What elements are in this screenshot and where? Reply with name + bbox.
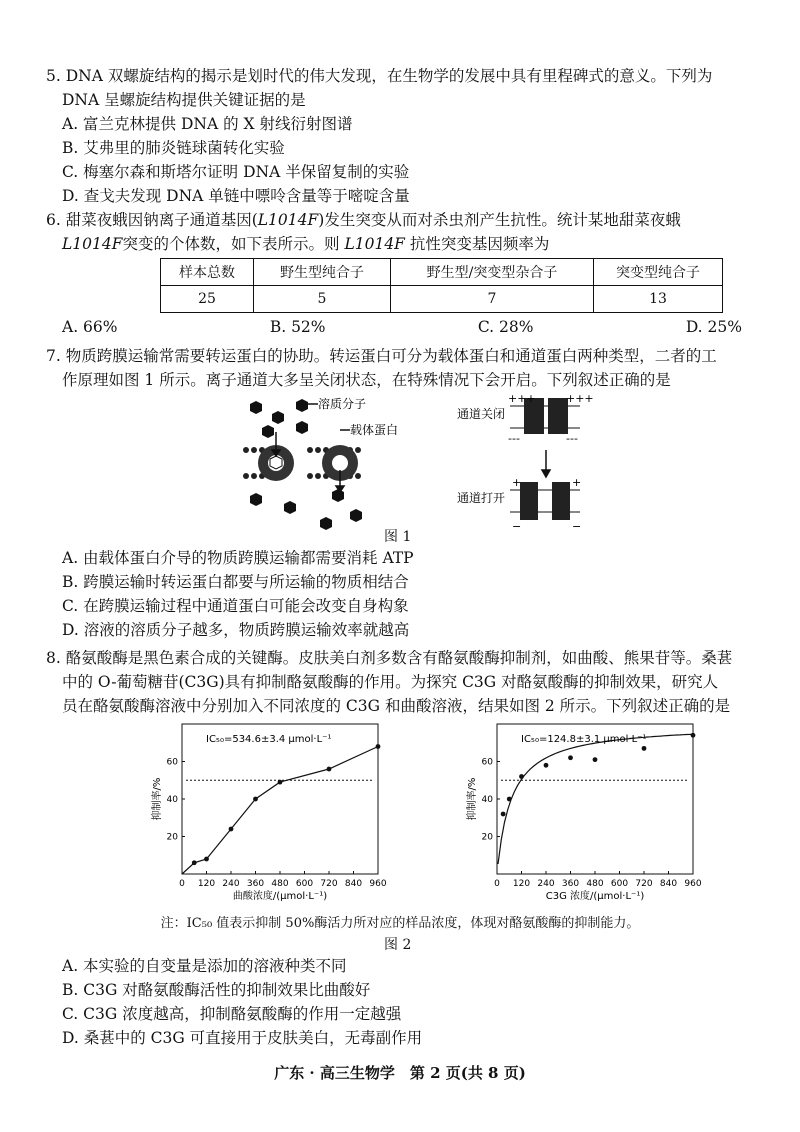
x-tick-label: 720: [320, 879, 338, 889]
q7-option-b: B. 跨膜运输时转运蛋白都要与所运输的物质相结合: [62, 573, 409, 591]
table-row: [161, 286, 723, 313]
q7-stem-line1: 7. 物质跨膜运输常需要转运蛋白的协助。转运蛋白可分为载体蛋白和通道蛋白两种类型，二者的工: [46, 347, 717, 365]
q6-stem-line1: 6. 甜菜夜蛾因钠离子通道基因(L1014F)发生突变从而对杀虫剂产生抗性。统计某地甜菜夜蛾: [46, 211, 681, 229]
table-cell: 25: [161, 286, 254, 313]
state-arrow: [542, 450, 550, 477]
x-tick-label: 600: [610, 879, 629, 889]
x-axis-label: C3G 浓度/(μmol·L⁻¹): [545, 891, 645, 902]
q6-option-d: D. 25%: [685, 318, 742, 336]
table-cell: 13: [594, 286, 723, 313]
y-axis-label: 抑制率/%: [467, 777, 478, 821]
q8-option-a: A. 本实验的自变量是添加的溶液种类不同: [62, 957, 347, 975]
chart-kojic-acid: [150, 712, 390, 902]
x-tick-label: 960: [369, 879, 387, 889]
table-header-row: [161, 259, 723, 286]
svg-text:+++: +++: [566, 392, 594, 405]
x-tick-label: 360: [561, 879, 580, 889]
svg-text:+++: +++: [508, 392, 536, 405]
x-tick-label: 0: [494, 879, 500, 889]
q7-option-d: D. 溶液的溶质分子越多，物质跨膜运输效率就越高: [62, 621, 410, 639]
q8-option-b: B. C3G 对酪氨酸酶活性的抑制效果比曲酸好: [62, 981, 371, 999]
q7-options: [46, 546, 764, 642]
x-tick-label: 840: [659, 879, 678, 889]
svg-text:---: ---: [566, 432, 578, 445]
data-point: [327, 767, 332, 772]
chart-c3g: [465, 712, 705, 902]
q8-option-c: C. C3G 浓度越高，抑制酪氨酸酶的作用一定越强: [62, 1005, 402, 1023]
data-point: [204, 857, 209, 862]
label-carrier: 载体蛋白: [350, 423, 399, 437]
x-tick-label: 480: [586, 879, 604, 889]
q7-option-a: A. 由载体蛋白介导的物质跨膜运输都需要消耗 ATP: [62, 549, 414, 567]
q5-option-d: D. 查戈夫发现 DNA 单链中嘌呤含量等于嘧啶含量: [62, 187, 410, 205]
data-point: [278, 780, 283, 785]
x-tick-label: 600: [295, 879, 314, 889]
question-7: [46, 344, 764, 392]
x-tick-label: 240: [537, 879, 555, 889]
q8-option-d: D. 桑葚中的 C3G 可直接用于皮肤美白，无毒副作用: [62, 1029, 423, 1047]
svg-text:−: −: [512, 520, 522, 533]
q8-stem-line3: 员在酪氨酸酶溶液中分别加入不同浓度的 C3G 和曲酸溶液，结果如图 2 所示。下列叙述正确的是: [62, 697, 731, 715]
data-point: [501, 812, 506, 817]
table-cell: 5: [254, 286, 391, 313]
q6-option-c: C. 28%: [477, 318, 534, 336]
q7-option-c: C. 在跨膜运输过程中通道蛋白可能会改变自身构象: [62, 597, 409, 615]
q5-stem-line1: 5. DNA 双螺旋结构的揭示是划时代的伟大发现，在生物学的发展中具有里程碑式的意义。下列为: [46, 67, 713, 85]
genotype-table: [160, 258, 723, 313]
x-tick-label: 480: [271, 879, 289, 889]
data-point: [642, 746, 647, 751]
question-6: [46, 208, 764, 256]
x-tick-label: 720: [635, 879, 653, 889]
table-header: 样本总数: [161, 259, 254, 286]
label-solute: 溶质分子: [318, 397, 367, 411]
plot-frame: [497, 724, 693, 874]
y-axis-label: 抑制率/%: [152, 777, 163, 821]
q5-option-b: B. 艾弗里的肺炎链球菌转化实验: [62, 139, 285, 157]
data-point: [192, 860, 197, 865]
q7-stem-line2: 作原理如图 1 所示。离子通道大多呈关闭状态，在特殊情况下会开启。下列叙述正确的是: [62, 371, 671, 389]
q6-options: [62, 318, 742, 336]
x-tick-label: 840: [344, 879, 363, 889]
data-point: [593, 757, 598, 762]
label-channel-open: 通道打开: [457, 491, 506, 505]
y-tick-label: 40: [481, 795, 493, 805]
fit-curve: [182, 747, 378, 875]
table-cell: 7: [391, 286, 594, 313]
q8-options: [46, 954, 764, 1050]
x-tick-label: 360: [246, 879, 265, 889]
q6-option-a: A. 66%: [62, 318, 118, 336]
page-footer: 广东 · 高三生物学 第 2 页(共 8 页): [274, 1064, 526, 1082]
q5-option-c: C. 梅塞尔森和斯塔尔证明 DNA 半保留复制的实验: [62, 163, 410, 181]
y-tick-label: 40: [166, 795, 178, 805]
q8-stem-line2: 中的 O-葡萄糖苷(C3G)具有抑制酪氨酸酶的作用。为探究 C3G 对酪氨酸酶的抑制效果，研究人: [62, 673, 719, 691]
table-header: 突变型纯合子: [594, 259, 723, 286]
figure-2-note: 注：IC₅₀ 值表示抑制 50%酶活力所对应的样品浓度，体现对酪氨酸酶的抑制能力。: [160, 916, 640, 931]
plot-frame: [182, 724, 378, 874]
data-point: [253, 797, 258, 802]
svg-text:---: ---: [508, 432, 520, 445]
data-point: [229, 827, 234, 832]
channel-closed: [508, 392, 594, 445]
channel-open: [510, 476, 581, 533]
x-tick-label: 120: [512, 879, 531, 889]
x-tick-label: 120: [197, 879, 216, 889]
figure-2-caption: 图 2: [384, 937, 412, 953]
x-axis-label: 曲酸浓度/(μmol·L⁻¹): [232, 891, 328, 902]
x-tick-label: 960: [684, 879, 702, 889]
table-header: 野生型纯合子: [254, 259, 391, 286]
data-point: [507, 797, 512, 802]
svg-text:−: −: [572, 520, 582, 533]
table-header: 野生型/突变型杂合子: [391, 259, 594, 286]
y-tick-label: 60: [481, 757, 493, 768]
chart-title: IC₅₀=124.8±3.1 μmol·L⁻¹: [521, 734, 647, 745]
x-tick-label: 0: [179, 879, 185, 889]
q6-stem-line2: L1014F突变的个体数，如下表所示。则 L1014F 抗性突变基因频率为: [62, 235, 550, 253]
figure-1-diagram: [0, 392, 800, 542]
y-tick-label: 20: [481, 832, 493, 843]
question-5: [46, 64, 764, 208]
y-tick-label: 60: [166, 757, 178, 768]
question-8: [46, 646, 764, 718]
fit-curve: [498, 734, 693, 864]
data-point: [568, 755, 573, 760]
svg-text:+: +: [512, 476, 522, 489]
chart-title: IC₅₀=534.6±3.4 μmol·L⁻¹: [206, 734, 332, 745]
y-tick-label: 20: [166, 832, 178, 843]
label-channel-closed: 通道关闭: [457, 407, 506, 421]
figure-1-caption: 图 1: [384, 529, 412, 545]
q6-option-b: B. 52%: [269, 318, 326, 336]
svg-text:+: +: [572, 476, 582, 489]
data-point: [376, 744, 381, 749]
x-tick-label: 240: [222, 879, 240, 889]
q5-option-a: A. 富兰克林提供 DNA 的 X 射线衍射图谱: [62, 115, 353, 133]
q5-stem-line2: DNA 呈螺旋结构提供关键证据的是: [62, 91, 306, 109]
q8-stem-line1: 8. 酪氨酸酶是黑色素合成的关键酶。皮肤美白剂多数含有酪氨酸酶抑制剂，如曲酸、熊果苷等。桑葚: [46, 649, 733, 667]
data-point: [544, 763, 549, 768]
data-point: [519, 774, 524, 779]
data-point: [691, 733, 696, 738]
